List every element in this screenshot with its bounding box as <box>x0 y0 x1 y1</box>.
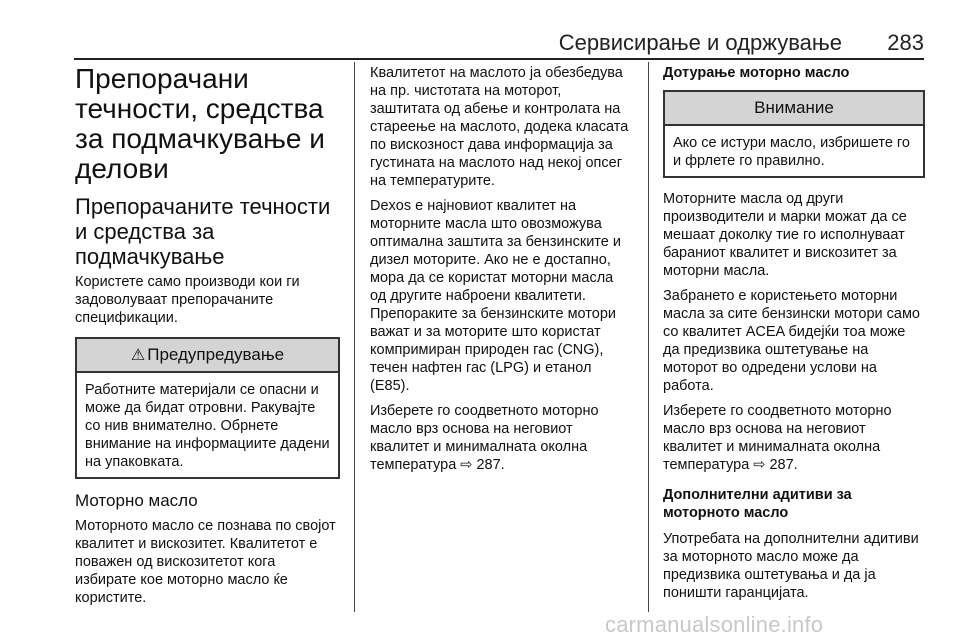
warning-triangle-icon: ⚠ <box>130 347 146 364</box>
caution-text: Ако се истури масло, избришете го и фрлете го правилно. <box>673 135 910 169</box>
acea-paragraph: Забрането е користењето моторни масла за сите бензински мотори само со квалитет ACEA бидејќи тоа може да предизвика оштетување на моторот во одредени услови на работа. <box>663 288 920 394</box>
column-1 <box>75 64 340 614</box>
select-oil-paragraph: Изберете го соодветното моторно масло врз основа на неговиот квалитет и минималната околна температура ⇨ 287. <box>370 403 599 473</box>
column-divider-left <box>354 62 355 612</box>
select-oil-paragraph-2: Изберете го соодветното моторно масло врз основа на неговиот квалитет и минималната околна температура ⇨ 287. <box>663 403 892 473</box>
section-title: Препорачани течности, средства за подмачкување и делови <box>75 63 325 184</box>
caution-box <box>663 90 925 178</box>
warning-box <box>75 337 340 479</box>
column-2 <box>370 64 632 481</box>
caution-box-body <box>665 126 923 176</box>
column-3 <box>663 64 925 609</box>
engine-oil-paragraph: Моторното масло се познава по својот квалитет и вискозитет. Квалитетот е поважен од вискозитетот кога избирате кое моторно масло ќе користите. <box>75 518 336 606</box>
engine-oil-heading: Моторно масло <box>75 491 198 510</box>
additives-paragraph: Употребата на дополнителни адитиви за моторното масло може да предизвика оштетувања и да ја поништи гаранцијата. <box>663 531 919 601</box>
warning-box-header <box>77 339 338 373</box>
warning-text: Работните материјали се опасни и може да бидат отровни. Ракувајте со нив внимателно. Обрнете внимание на информациите дадени на упаковката. <box>85 382 330 470</box>
additives-heading: Дополнителни адитиви за моторното масло <box>663 487 852 521</box>
page-header-title: Сервисирање и одржување <box>558 30 842 55</box>
watermark: carmanualsonline.info <box>605 612 824 637</box>
mixing-oils-paragraph: Моторните масла од други производители и марки можат да се мешаат доколку тие го исполнуваат бараниот квалитет и вискозитет за моторни масла. <box>663 191 907 279</box>
dexos-paragraph: Dexos е најновиот квалитет на моторните масла што овозможува оптимална заштита за бензинските и дизел моторите. Ако не е достапно, мора да се користат моторни масла од другите наброени квалитети. Препораките за бензинските мотори важат и за моторите што користат компримиран природен гас (CNG), течен нафтен гас (LPG) и етанол (E85). <box>370 198 621 394</box>
subsection-title: Препорачаните течности и средства за подмачкување <box>75 194 331 269</box>
header-rule <box>74 58 924 60</box>
oil-quality-paragraph: Квалитетот на маслото ја обезбедува на пр. чистотата на моторот, заштитата од абење и контролата на стареење на маслото, додека класата по вискозност дава информација за густината на маслото над некој опсег на температурите. <box>370 65 629 189</box>
warning-box-body <box>77 373 338 477</box>
column-divider-right <box>648 62 649 612</box>
topping-up-heading: Дотурање моторно масло <box>663 65 850 81</box>
page-number: 283 <box>887 30 924 55</box>
caution-title: Внимание <box>665 92 923 126</box>
warning-title: Предупредување <box>147 345 285 364</box>
intro-paragraph: Користете само производи кои ги задоволуваат препорачаните спецификации. <box>75 274 300 326</box>
